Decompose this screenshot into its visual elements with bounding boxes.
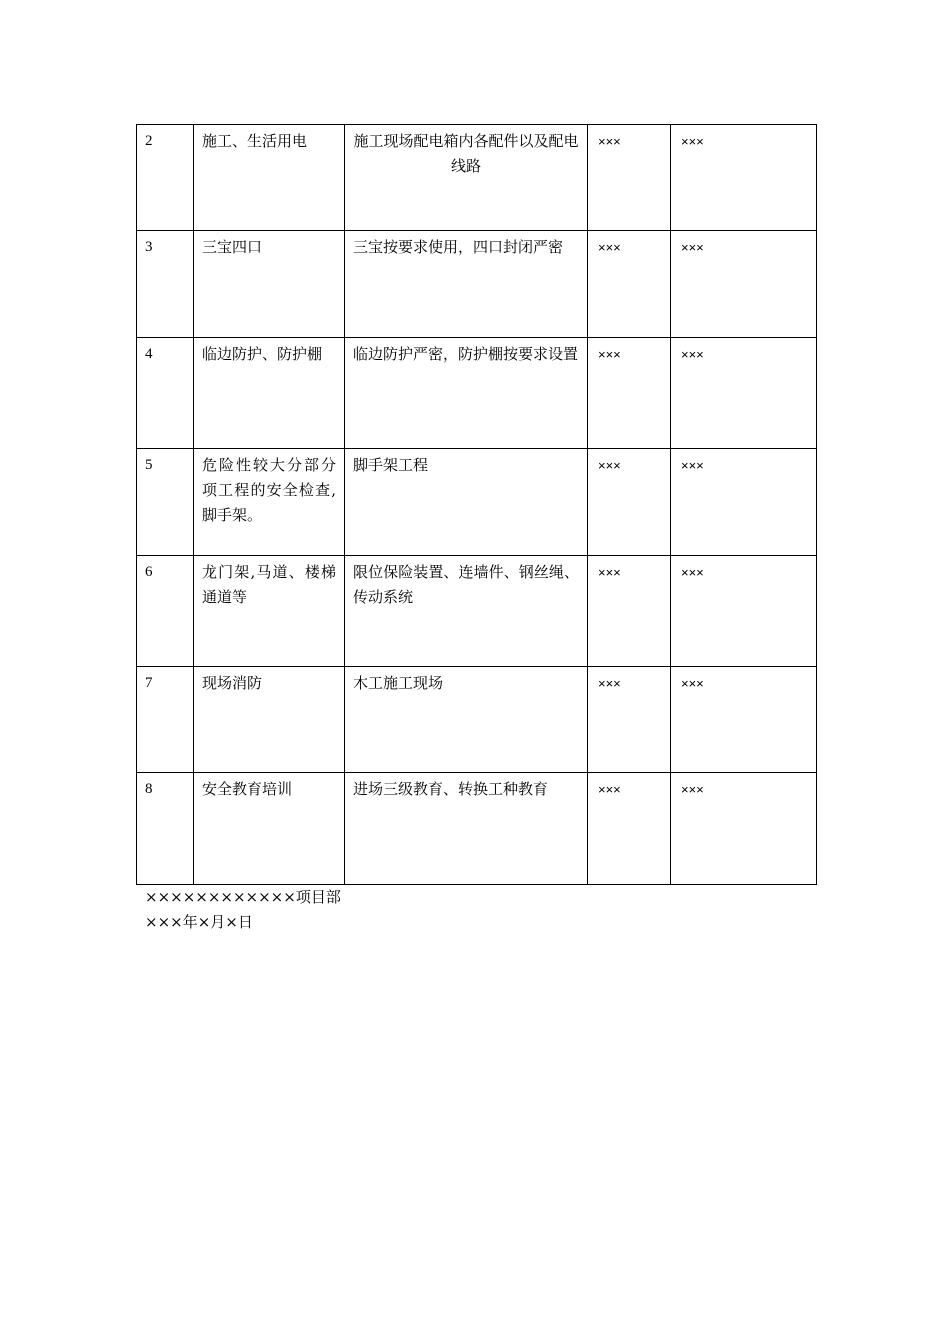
inspection-content: 限位保险装置、连墙件、钢丝绳、传动系统 (345, 556, 588, 667)
inspection-content: 三宝按要求使用，四口封闭严密 (345, 231, 588, 338)
check-mark: ××× (588, 773, 671, 885)
check-mark: ××× (588, 338, 671, 449)
row-number: 7 (137, 667, 194, 773)
check-mark: ××× (671, 667, 817, 773)
signature-date: ×××年×月×日 (145, 913, 253, 931)
inspection-item: 临边防护、防护棚 (194, 338, 345, 449)
table-row (137, 449, 817, 556)
check-mark: ××× (671, 125, 817, 231)
table-row (137, 773, 817, 885)
safety-inspection-table (136, 124, 817, 885)
inspection-item: 施工、生活用电 (194, 125, 345, 231)
row-number: 6 (137, 556, 194, 667)
inspection-item: 危险性较大分部分项工程的安全检查,脚手架。 (194, 449, 345, 556)
check-mark: ××× (588, 449, 671, 556)
row-number: 5 (137, 449, 194, 556)
inspection-item: 安全教育培训 (194, 773, 345, 885)
inspection-item: 三宝四口 (194, 231, 345, 338)
row-number: 4 (137, 338, 194, 449)
check-mark: ××× (588, 667, 671, 773)
check-mark: ××× (671, 449, 817, 556)
table-row (137, 125, 817, 231)
inspection-content: 进场三级教育、转换工种教育 (345, 773, 588, 885)
inspection-content: 脚手架工程 (345, 449, 588, 556)
check-mark: ××× (671, 231, 817, 338)
check-mark: ××× (588, 556, 671, 667)
inspection-item: 龙门架,马道、楼梯通道等 (194, 556, 345, 667)
table-row (137, 556, 817, 667)
row-number: 2 (137, 125, 194, 231)
check-mark: ××× (588, 231, 671, 338)
inspection-content: 木工施工现场 (345, 667, 588, 773)
check-mark: ××× (671, 773, 817, 885)
check-mark: ××× (671, 556, 817, 667)
table-row (137, 338, 817, 449)
table-row (137, 231, 817, 338)
row-number: 8 (137, 773, 194, 885)
inspection-content: 临边防护严密，防护棚按要求设置 (345, 338, 588, 449)
row-number: 3 (137, 231, 194, 338)
inspection-content: 施工现场配电箱内各配件以及配电线路 (345, 125, 588, 231)
check-mark: ××× (671, 338, 817, 449)
check-mark: ××× (588, 125, 671, 231)
inspection-item: 现场消防 (194, 667, 345, 773)
project-department-signature: ××××××××××××项目部 (145, 888, 341, 906)
table-row (137, 667, 817, 773)
